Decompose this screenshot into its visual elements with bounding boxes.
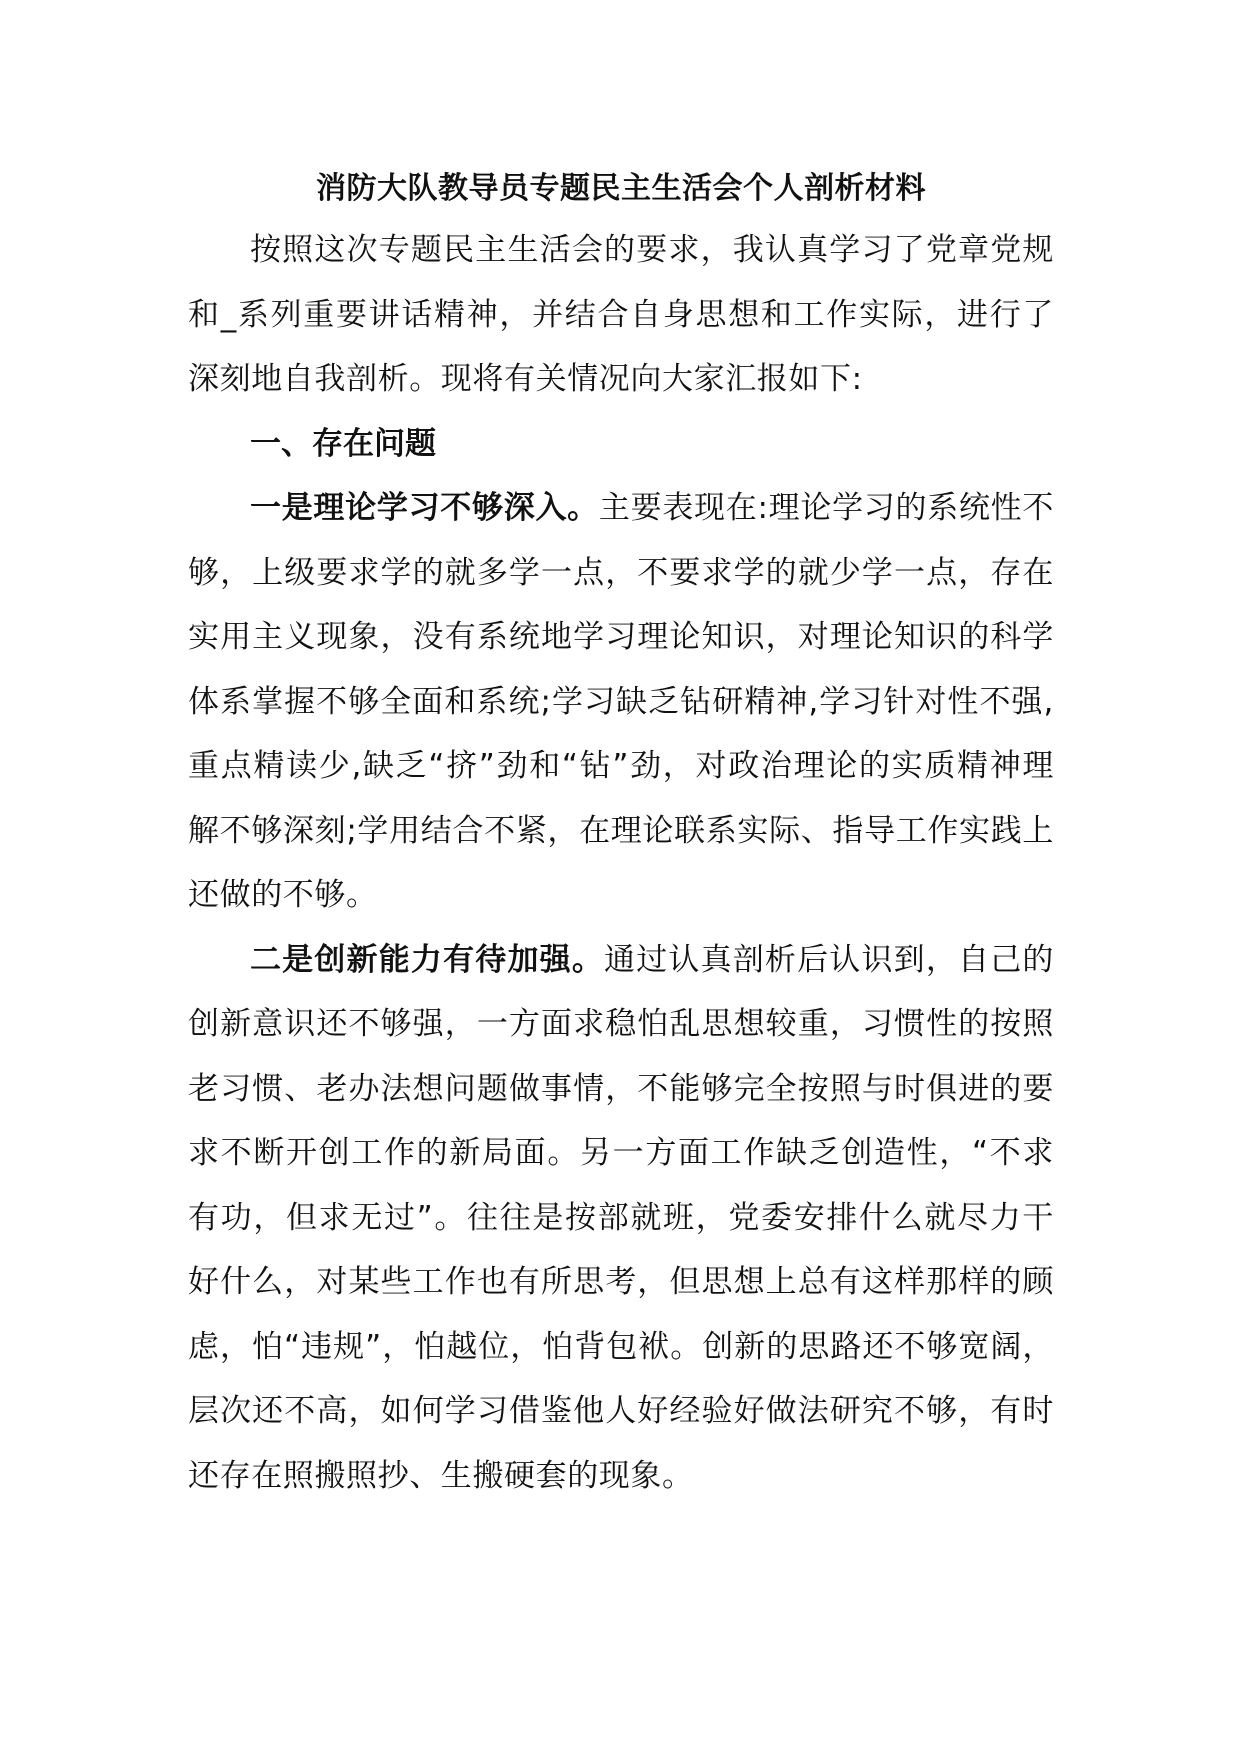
problem-item-2-text: 通过认真剖析后认识到，自己的创新意识还不够强，一方面求稳怕乱思想较重，习惯性的按照老习惯、老办法想问题做事情，不能够完全按照与时俱进的要求不断开创工作的新局面。另一方面工作缺乏创造性，“不求有功，但求无过”。往往是按部就班，党委安排什么就尽力干好什么，对某些工作也有所思考，但思想上总有这样那样的顾虑，怕“违规”，怕越位，怕背包袱。创新的思路还不够宽阔，层次还不高，如何学习借鉴他人好经验好做法研究不够，有时还存在照搬照抄、生搬硬套的现象。 [188,941,1054,1494]
problem-item-1 [188,476,1054,928]
problem-item-2-lead: 二是创新能力有待加强。 [250,941,605,978]
document-body [188,160,1054,1508]
problem-item-1-text: 主要表现在:理论学习的系统性不够，上级要求学的就多学一点，不要求学的就少学一点，存在实用主义现象，没有系统地学习理论知识，对理论知识的科学体系掌握不够全面和系统;学习缺乏钻研精神,学习针对性不强,重点精读少,缺乏“挤”劲和“钻”劲，对政治理论的实质精神理解不够深刻;学用结合不紧，在理论联系实际、指导工作实践上还做的不够。 [188,490,1054,913]
problem-item-1-lead: 一是理论学习不够深入。 [250,490,599,526]
section-heading-problems: 一、存在问题 [250,425,436,462]
problem-item-2 [188,928,1054,1509]
intro-paragraph: 按照这次专题民主生活会的要求，我认真学习了党章党规和_系列重要讲话精神，并结合自身思想和工作实际，进行了深刻地自我剖析。现将有关情况向大家汇报如下: [188,232,1054,397]
document-title: 消防大队教导员专题民主生活会个人剖析材料 [316,171,926,206]
